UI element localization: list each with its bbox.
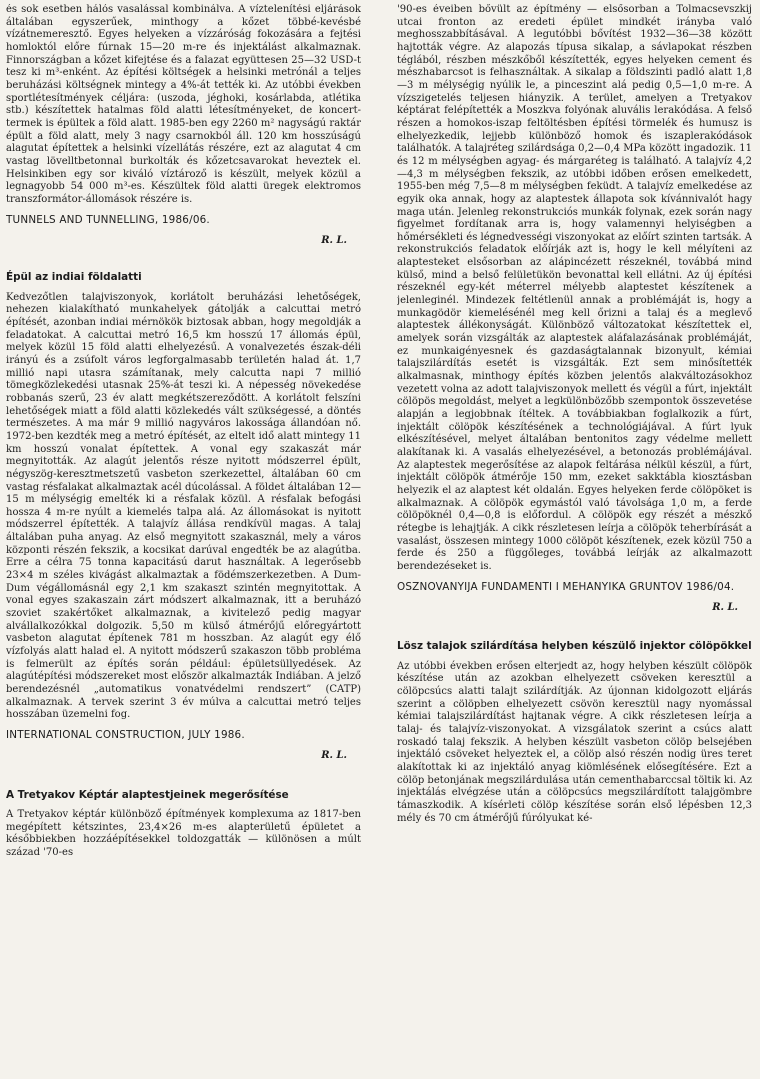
author-signature: R. L. [321, 234, 347, 246]
article-title: Lösz talajok szilárdítása helyben készülő injektor cölöpökkel [397, 640, 752, 653]
source-citation: OSZNOVANYIJA FUNDAMENTI I MEHANYIKA GRUNTOV 1986/04. [397, 580, 735, 593]
article-body: Az utóbbi években erősen elterjedt az, hogy helyben készült cölöpök készítése után az azokban elhelyezett csöveken keresztül a cölöpcsúcs alatti talajt szilárdítják. Az újonnan kidolgozott eljárás szerint a cölöpben elhelyezett csövön keresztül nagy nyomással kémiai talajszilárdítást hajtanak végre. A cikk részletesen leírja a talaj- és talajvíz-viszonyokat. A vizsgálatok szerint a csúcs alatt roskadó talaj fekszik. A helyben készült vasbeton cölöp belsejében injektáló csöveket helyeztek el, a cölöp alsó részén nodig üres teret alakítottak ki az injektáló anyag kiömlésének elősegítésére. Ezt a cölöp betonjának megszilárdulása után cementhabarccsal töltik ki. Az injektálás elvégzése után a cölöpcsúcs megszilárdított talajgömbre támaszkodik. A kísérleti cölöp készítése során első lépésben 12,3 mély és 70 cm átmérőjű fúrólyukat ké- [397, 660, 752, 824]
right-column [397, 4, 752, 1076]
article-body: A Tretyakov képtár különböző építmények komplexuma az 1817-ben megépített kétszintes, 23,4×26 m-es alapterületű épületet a későbbiekben hozzáépítésekkel toldozgatták — különösen a múlt század '70-es [6, 809, 361, 859]
source-citation: INTERNATIONAL CONSTRUCTION, JULY 1986. [6, 728, 245, 741]
intro-paragraph: és sok esetben hálós vasalással kombinálva. A víztelenítési eljárások általában egyszerűek, minthogy a kőzet többé-kevésbé vízátnemeresztő. Egyes helyeken a vízzáróság fokozására a fejtési homloktól előre fúrnak 15—20 m-re és injektálást alkalmaznak. Finnországban a kőzet kifejtése és a falazat együttesen 25—32 USD-t tesz ki m³-enként. Az építési költségek a helsinki metrónál a teljes beruházási költségnek mintegy a 4%-át tették ki. Az utóbbi években sportlétesítmények céljára: (uszoda, jéghoki, kosárlabda, atlétika stb.) készítettek hatalmas föld alatti létesítményeket, de koncert-termek is épültek a föld alatt. 1985-ben egy 2260 m² nagyságú raktár épült a föld alatt, mely 3 nagy csarnokból áll. 120 km hosszúságú alagutat építettek a helsinki vízellátás részére, ezt az alagutat 4 cm vastag lövelltbetonnal burkolták és kőzetcsavarokat heveztek el. Helsinkiben egy sor kiváló víztároző is készült, melyek közül a legnagyobb 54 000 m³-es. Készültek föld alatti üregek elektromos transzformátor-állomások részére is. [6, 4, 361, 205]
author-signature: R. L. [321, 749, 347, 761]
article-body: Kedvezőtlen talajviszonyok, korlátolt beruházási lehetőségek, nehezen kialakítható munkahelyek gátolják a calcuttai metró építését, azonban indiai mérnökök biztosak abban, hogy megoldják a feladatokat. A calcuttai metró 16,5 km hosszú 17 állomás épül, melyek közül 15 föld alatti elhelyezésű. A vonalvezetés észak-déli irányú és a zsúfolt város legforgalmasabb területén halad át. 1,7 millió napi utasra számítanak, mely calcutta napi 7 millió tömegközlekedési utasnak 25%-át teszi ki. A népesség növekedése robbanás szerű, 23 év alatt megkétszereződött. A korlátolt felszíni lehetőségek miatt a föld alatti közlekedés vált szükségessé, a döntés természetes. A ma már 9 millió nagyváros lakossága állandóan nő. 1972-ben kezdték meg a metró építését, az eltelt idő alatt mintegy 11 km hosszú vonalat építettek. A vonal egy szakaszát már megnyitották. Az alagút jelentős része nyitott módszerrel épült, négyszög-keresztmetszetű vasbeton szerkezettel, általában 60 cm vastag résfalakat alkalmaztak acél dúcolással. A földet általában 12—15 m mélységig emelték ki a résfalak közül. A résfalak befogási hossza 4 m-re nyúlt a kiemelés talpa alá. Az állomásokat is nyitott módszerrel építették. A talajvíz állása rendkívül magas. A talaj általában puha anyag. Az első megnyitott szakasznál, mely a város központi részén fekszik, a kocsikat darúval engedték be az alagútba. Erre a célra 75 tonna kapacitású darut használtak. A legerősebb 23×4 m széles kivágást alkalmaztak a födémszerkezetben. A Dum-Dum végállomásnál egy 2,1 km szakaszt szintén megnyitottak. A vonal egyes szakaszain zárt módszert alkalmaznak, itt a beruházó szoviet szakértőket alkalmaznak, a kivitelező pedig magyar alvállalkozókkal dolgozik. 5,50 m külső átmérőjű előregyártott vasbeton alagutat építenek 781 m hosszban. Az alagút egy élő vízfolyás alatt halad el. A nyitott módszerű szakaszon több probléma is felmerült az építés során például: épületsüllyedések. Az alagútépítési módszereket most először alkalmazták Indiában. A jelző berendezésnél „automatikus vonatvédelmi rendszert” (CATP) alkalmaznak. A tervek szerint 3 év múlva a calcuttai metró teljes hosszában üzemelni fog. [6, 291, 361, 721]
left-column [6, 4, 361, 1076]
author-signature: R. L. [712, 601, 738, 613]
article-title: Épül az indiai földalatti [6, 271, 142, 284]
article-body-continued: '90-es éveiben bővült az építmény — elsősorban a Tolmacsevszkij utcai fronton az eredeti épület mindkét irányba való meghosszabbításával. A legutóbbi bővítést 1932—36—38 között hajtották végre. Az alapozás típusa sikalap, a sávlapokat részben téglából, részben mészkőből készítették, egyes helyeken cement és mészhabarcsot is felhasználtak. A sikalap a földszinti padló alatt 1,8—3 m mélységig nyúlik le, a pinceszint alá pedig 0,5—1,0 m-re. A vízszigetelés teljesen hiányzik. A terület, amelyen a Tretyakov képtárat felépítették a Moszkva folyónak aluvális lerakódása. A felső részen a homokos-iszap feltöltésben építési törmelék és humusz is elhelyezkedik, lejjebb különböző homok és iszaplerakódások találhatók. A talajréteg szilárdsága 0,2—0,4 MPa között ingadozik. 11 és 12 m mélységben agyag- és márgaréteg is található. A talajvíz 4,2—4,3 m mélységben fekszik, az utóbbi időben erősen emelkedett, 1955-ben még 7,5—8 m mélységben feküdt. A talajvíz emelkedése az egyik oka annak, hogy az alaptestek állapota sok kívánnivalót hagy maga után. Jelenleg rekonstrukciós munkák folynak, ezek során nagy figyelmet fordítanak arra is, hogy valamennyi helyiségben a hőmérsékleti és légnedvességi viszonyokat az előírt szinten tartsák. A rekonstrukciós feladatok előírják azt is, hogy le kell mélyíteni az alaptesteket elsősorban az alápincézett részeknél, továbbá mind külső, mind a belső felületükön bevonattal kell ellátni. Az új építési részeknél egy-két méterrel mélyebb alaptestet készítenek a jelenleginél. Mindezek feltétlenül annak a problémáját is, hogy a munkagödör kiemelésénél meg kell őrizni a talaj és a meglevő alaptestek állékonyságát. Különböző változatokat készítettek el, amelyek során vizsgálták az alaptestek aláfalazásának problémáját, ez munkaigényesnek és gazdaságtalannak bizonyult, kémiai talajszilárdítás esetét is vizsgálták. Ezt sem minősítették alkalmasnak, minthogy építés közben jelentős alakváltozásokhoz vezetett volna az adott talajviszonyok mellett és végül a fúrt, injektált cölöpös megoldást, melyet a legkülönbözőbb szempontok összevetése alapján a legjobbnak ítéltek. A továbbiakban foglalkozik a fúrt, injektált cölöpök készítésének a technológiájával. A fúrt lyuk elkészítésével, melyet általában bentonitos zagy védelme mellett alakítanak ki. A vasalás elhelyezésével, a betonozás problémájával. Az alaptestek megerősítése az alapok feltárása nélkül készül, a fúrt, injektált cölöpök átmérője 150 mm, ezeket sakktábla kiosztásban helyezik el az alaptest két oldalán. Egyes helyeken ferde cölöpöket is alkalmaznak. A cölöpök egymástól való távolsága 1,0 m, a ferde cölöpöknél 0,4—0,8 is előfordul. A cölöpök egy részét a mészkő rétegbe is lehajtják. A cikk részletesen leírja a cölöpök teherbírását a vasalást, összesen mintegy 1000 cölöpöt készítenek, ezek közül 750 a ferde és 250 a függőleges, továbbá leírják az alkalmazott berendezéseket is. [397, 4, 752, 572]
article-title: A Tretyakov Képtár alaptestjeinek megerősítése [6, 788, 289, 801]
source-citation: TUNNELS AND TUNNELLING, 1986/06. [6, 213, 210, 226]
